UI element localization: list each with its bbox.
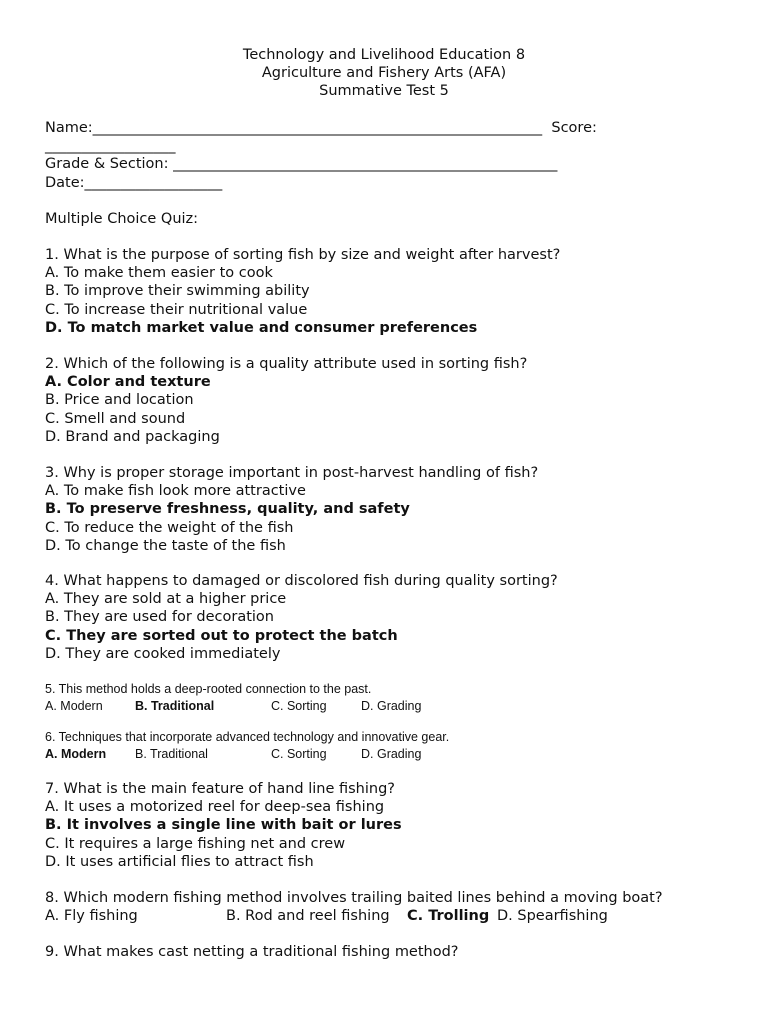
choice-b: B. They are used for decoration: [45, 609, 274, 626]
choice-d: D. To change the taste of the fish: [45, 537, 286, 554]
choice-c: C. To increase their nutritional value: [45, 301, 308, 318]
question-5: [45, 681, 745, 714]
question-1: [45, 246, 745, 337]
choice-a: A. Fly fishing: [45, 908, 138, 925]
choice-a: A. To make them easier to cook: [45, 265, 273, 282]
choice-b-answer: B. To preserve freshness, quality, and safety: [45, 501, 410, 518]
question-7: [45, 780, 745, 871]
choice-c: C. It requires a large fishing net and crew: [45, 835, 346, 852]
question-text: 5. This method holds a deep-rooted connection to the past.: [45, 682, 372, 696]
header-course: Agriculture and Fishery Arts (AFA): [261, 65, 507, 82]
date-field: Date:___________________: [45, 174, 223, 191]
choice-b-answer: B. It involves a single line with bait or lures: [45, 817, 402, 834]
question-9: [45, 943, 745, 961]
choice-c: C. Sorting: [271, 746, 327, 761]
name-score-field: Name:______________________________________________________________ Score:: [45, 120, 597, 136]
choice-a: A. To make fish look more attractive: [45, 483, 306, 500]
choice-c-answer: C. Trolling: [407, 908, 490, 925]
quiz-title: Multiple Choice Quiz:: [45, 211, 199, 227]
choice-b-answer: B. Traditional: [135, 698, 215, 713]
choice-b: B. Traditional: [135, 746, 208, 761]
score-blank: __________________: [45, 138, 176, 155]
question-text: 7. What is the main feature of hand line fishing?: [45, 781, 395, 797]
document-header: [0, 46, 768, 101]
choice-a: A. Modern: [45, 698, 103, 713]
choice-d: D. They are cooked immediately: [45, 645, 281, 662]
choice-d: D. Brand and packaging: [45, 428, 220, 445]
grade-section-field: Grade & Section: _____________________________________________________: [45, 156, 558, 173]
choices-row: [45, 907, 745, 925]
choice-a-answer: A. Modern: [45, 746, 107, 761]
question-8: [45, 889, 745, 925]
choice-c: C. Smell and sound: [45, 410, 186, 427]
header-subject: Technology and Livelihood Education 8: [242, 47, 526, 63]
choice-c-answer: C. They are sorted out to protect the batch: [45, 627, 398, 644]
question-text: 1. What is the purpose of sorting fish by size and weight after harvest?: [45, 247, 561, 263]
choice-a: A. It uses a motorized reel for deep-sea fishing: [45, 799, 385, 816]
choice-d: D. Grading: [361, 698, 422, 713]
question-text: 6. Techniques that incorporate advanced technology and innovative gear.: [45, 730, 450, 744]
question-text: 4. What happens to damaged or discolored fish during quality sorting?: [45, 573, 558, 589]
choice-a-answer: A. Color and texture: [45, 374, 211, 391]
choices-row: [45, 698, 745, 715]
choice-b: B. Price and location: [45, 392, 194, 409]
choice-c: C. To reduce the weight of the fish: [45, 519, 294, 536]
choices-row: [45, 746, 745, 763]
question-text: 3. Why is proper storage important in post-harvest handling of fish?: [45, 465, 539, 481]
question-4: [45, 572, 745, 663]
choice-d-answer: D. To match market value and consumer preferences: [45, 319, 478, 336]
question-3: [45, 464, 745, 555]
choice-b: B. Rod and reel fishing: [226, 908, 390, 925]
choice-b: B. To improve their swimming ability: [45, 283, 310, 300]
question-6: [45, 729, 745, 762]
question-text: 8. Which modern fishing method involves trailing baited lines behind a moving boat?: [45, 890, 663, 906]
question-text: 2. Which of the following is a quality attribute used in sorting fish?: [45, 356, 528, 372]
choice-d: D. Spearfishing: [497, 908, 608, 925]
header-test-title: Summative Test 5: [319, 83, 449, 100]
question-2: [45, 355, 745, 446]
choice-c: C. Sorting: [271, 698, 327, 713]
choice-d: D. It uses artificial flies to attract fish: [45, 853, 314, 870]
question-text: 9. What makes cast netting a traditional fishing method?: [45, 944, 459, 960]
choice-d: D. Grading: [361, 746, 422, 761]
choice-a: A. They are sold at a higher price: [45, 591, 287, 608]
student-info: [45, 119, 745, 192]
